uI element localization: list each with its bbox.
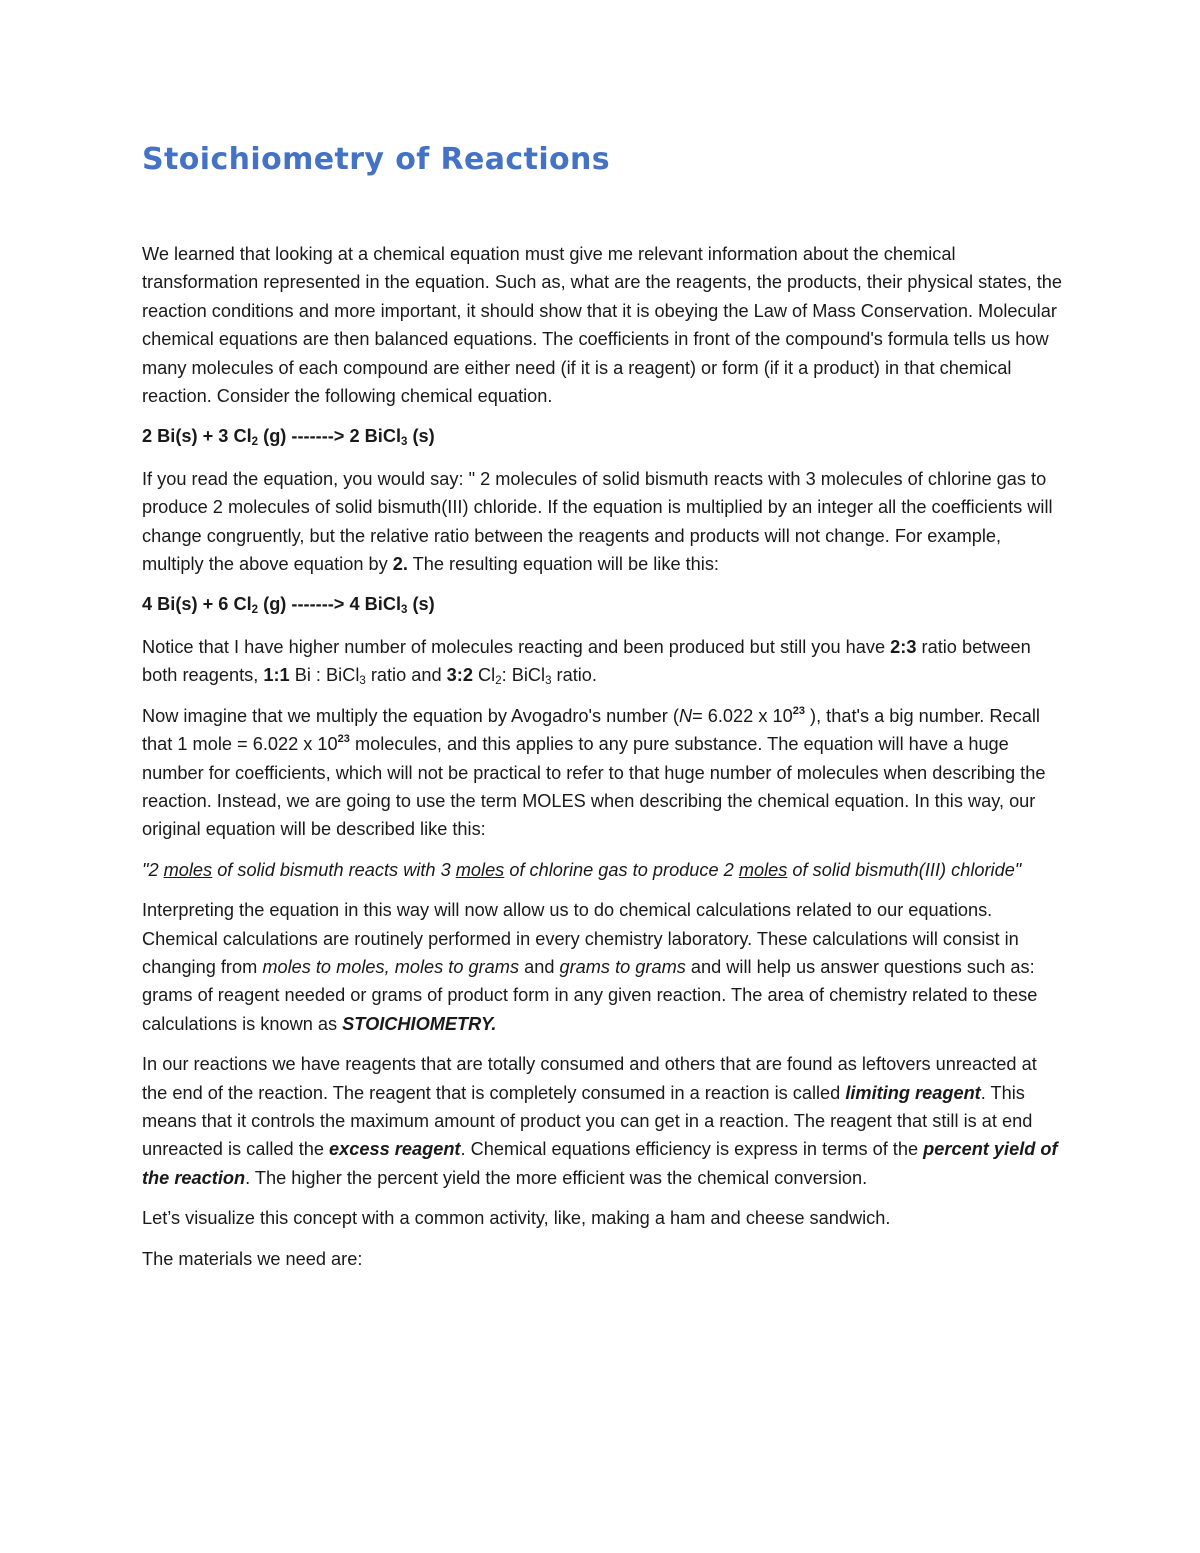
chemical-equation-1: 2 Bi(s) + 3 $Cl_2$ (g) -------> 2 BiCl$_3$ (s) <box>142 426 435 449</box>
page-title: Stoichiometry of Reactions <box>142 142 611 177</box>
materials-paragraph: The materials we need are: <box>142 1248 363 1269</box>
chemical-equation-2: 4 Bi(s) + 6 $Cl_2$ (g) -------> 4 BiCl$_3$ (s) <box>142 594 435 617</box>
moles-quote: "2 moles of solid bismuth reacts with 3 moles of chlorine gas to produce 2 moles of solid bismuth(III) chloride" <box>142 859 1022 880</box>
ratio-paragraph: Notice that I have higher number of molecules reacting and been produced but still you have 2:3 ratio between both reagents, 1:1 Bi : BiCl$_3$ ratio and 3:2 $Cl_2$: BiCl$_3$ ratio. <box>142 636 1031 688</box>
document-body <box>142 140 1064 1285</box>
avogadro-paragraph: Now imagine that we multiply the equation by Avogadro's number (N= 6.022 x $10^{23}$ ), that's a big number. Recall that 1 mole = 6.022 x $10^{23}$ molecules, and this applies to any pure substance. The equation will have a huge number for coefficients, which will not be practical to refer to that huge number of molecules when describing the reaction. Instead, we are going to use the term MOLES when describing the chemical equation. In this way, our original equation will be described like this: <box>142 704 1046 840</box>
intro-paragraph: We learned that looking at a chemical equation must give me relevant information about the chemical transformation represented in the equation. Such as, what are the reagents, the products, their physical states, the reaction conditions and more important, it should show that it is obeying the Law of Mass Conservation. Molecular chemical equations are then balanced equations. The coefficients in front of the compound's formula tells us how many molecules of each compound are either need (if it is a reagent) or form (if it a product) in that chemical reaction. Consider the following chemical equation. <box>142 244 1063 407</box>
calculations-paragraph: Interpreting the equation in this way will now allow us to do chemical calculations related to our equations. Chemical calculations are routinely performed in every chemistry laboratory. These calculations will consist in changing from moles to moles, moles to grams and grams to grams and will help us answer questions such as: grams of reagent needed or grams of product form in any given reaction. The area of chemistry related to these calculations is known as STOICHIOMETRY. <box>142 900 1038 1034</box>
sandwich-paragraph: Let’s visualize this concept with a common activity, like, making a ham and cheese sandwich. <box>142 1208 891 1229</box>
limiting-reagent-paragraph: In our reactions we have reagents that are totally consumed and others that are found as leftovers unreacted at the end of the reaction. The reagent that is completely consumed in a reaction is called limiting reagent. This means that it controls the maximum amount of product you can get in a reaction. The reagent that still is at end unreacted is called the excess reagent. Chemical equations efficiency is express in terms of the percent yield of the reaction. The higher the percent yield the more efficient was the chemical conversion. <box>142 1054 1058 1188</box>
reading-paragraph: If you read the equation, you would say: " 2 molecules of solid bismuth reacts with 3 molecules of chlorine gas to produce 2 molecules of solid bismuth(III) chloride. If the equation is multiplied by an integer all the coefficients will change congruently, but the relative ratio between the reagents and products will not change. For example, multiply the above equation by 2. The resulting equation will be like this: <box>142 468 1053 575</box>
